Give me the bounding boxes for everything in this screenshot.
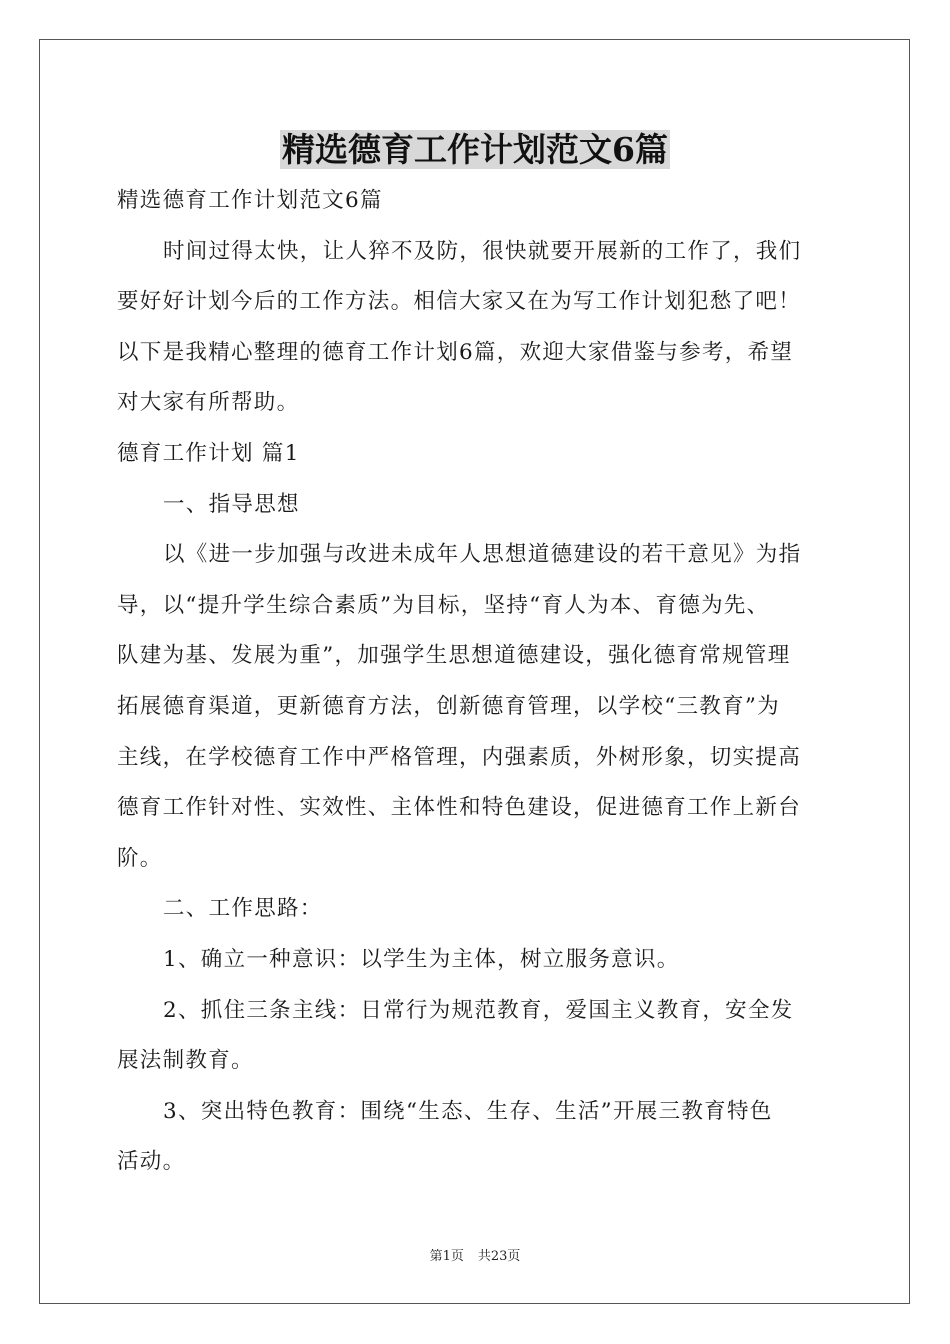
section-heading: 德育工作计划 篇1	[117, 440, 300, 466]
document-title: 精选德育工作计划范文6篇	[282, 130, 668, 169]
subsection-heading: 二、工作思路：	[163, 896, 323, 922]
list-item-continuation: 活动。	[117, 1149, 186, 1175]
list-item: 1、确立一种意识：以学生为主体，树立服务意识。	[163, 946, 680, 972]
body-paragraph-line: 导，以“提升学生综合素质”为目标，坚持“育人为本、育德为先、	[117, 592, 770, 618]
subtitle-line: 精选德育工作计划范文6篇	[117, 188, 383, 213]
page-footer	[0, 1245, 950, 1264]
page-total: 共23页	[477, 1249, 521, 1264]
list-item: 3、突出特色教育：围绕“生态、生存、生活”开展三教育特色	[163, 1098, 773, 1124]
intro-paragraph-line: 要好好计划今后的工作方法。相信大家又在为写工作计划犯愁了吧！	[117, 289, 802, 315]
body-paragraph-line: 德育工作针对性、实效性、主体性和特色建设，促进德育工作上新台	[117, 795, 802, 821]
body-paragraph-line: 以《进一步加强与改进未成年人思想道德建设的若干意见》为指	[163, 542, 802, 568]
body-paragraph-line: 主线，在学校德育工作中严格管理，内强素质，外树形象，切实提高	[117, 744, 802, 770]
body-paragraph-line: 拓展德育渠道，更新德育方法，创新德育管理，以学校“三教育”为	[117, 693, 780, 719]
body-paragraph-line: 队建为基、发展为重”，加强学生思想道德建设，强化德育常规管理	[117, 643, 791, 669]
page-number: 第1页	[429, 1249, 464, 1264]
list-item: 2、抓住三条主线：日常行为规范教育，爱国主义教育，安全发	[163, 997, 794, 1023]
intro-paragraph-line: 时间过得太快，让人猝不及防，很快就要开展新的工作了，我们	[163, 238, 802, 264]
subsection-heading: 一、指导思想	[163, 491, 300, 517]
document-body	[117, 176, 833, 1188]
body-paragraph-line: 阶。	[117, 845, 163, 871]
list-item-continuation: 展法制教育。	[117, 1048, 254, 1074]
intro-paragraph-line: 对大家有所帮助。	[117, 390, 300, 416]
intro-paragraph-line: 以下是我精心整理的德育工作计划6篇，欢迎大家借鉴与参考，希望	[117, 339, 794, 365]
